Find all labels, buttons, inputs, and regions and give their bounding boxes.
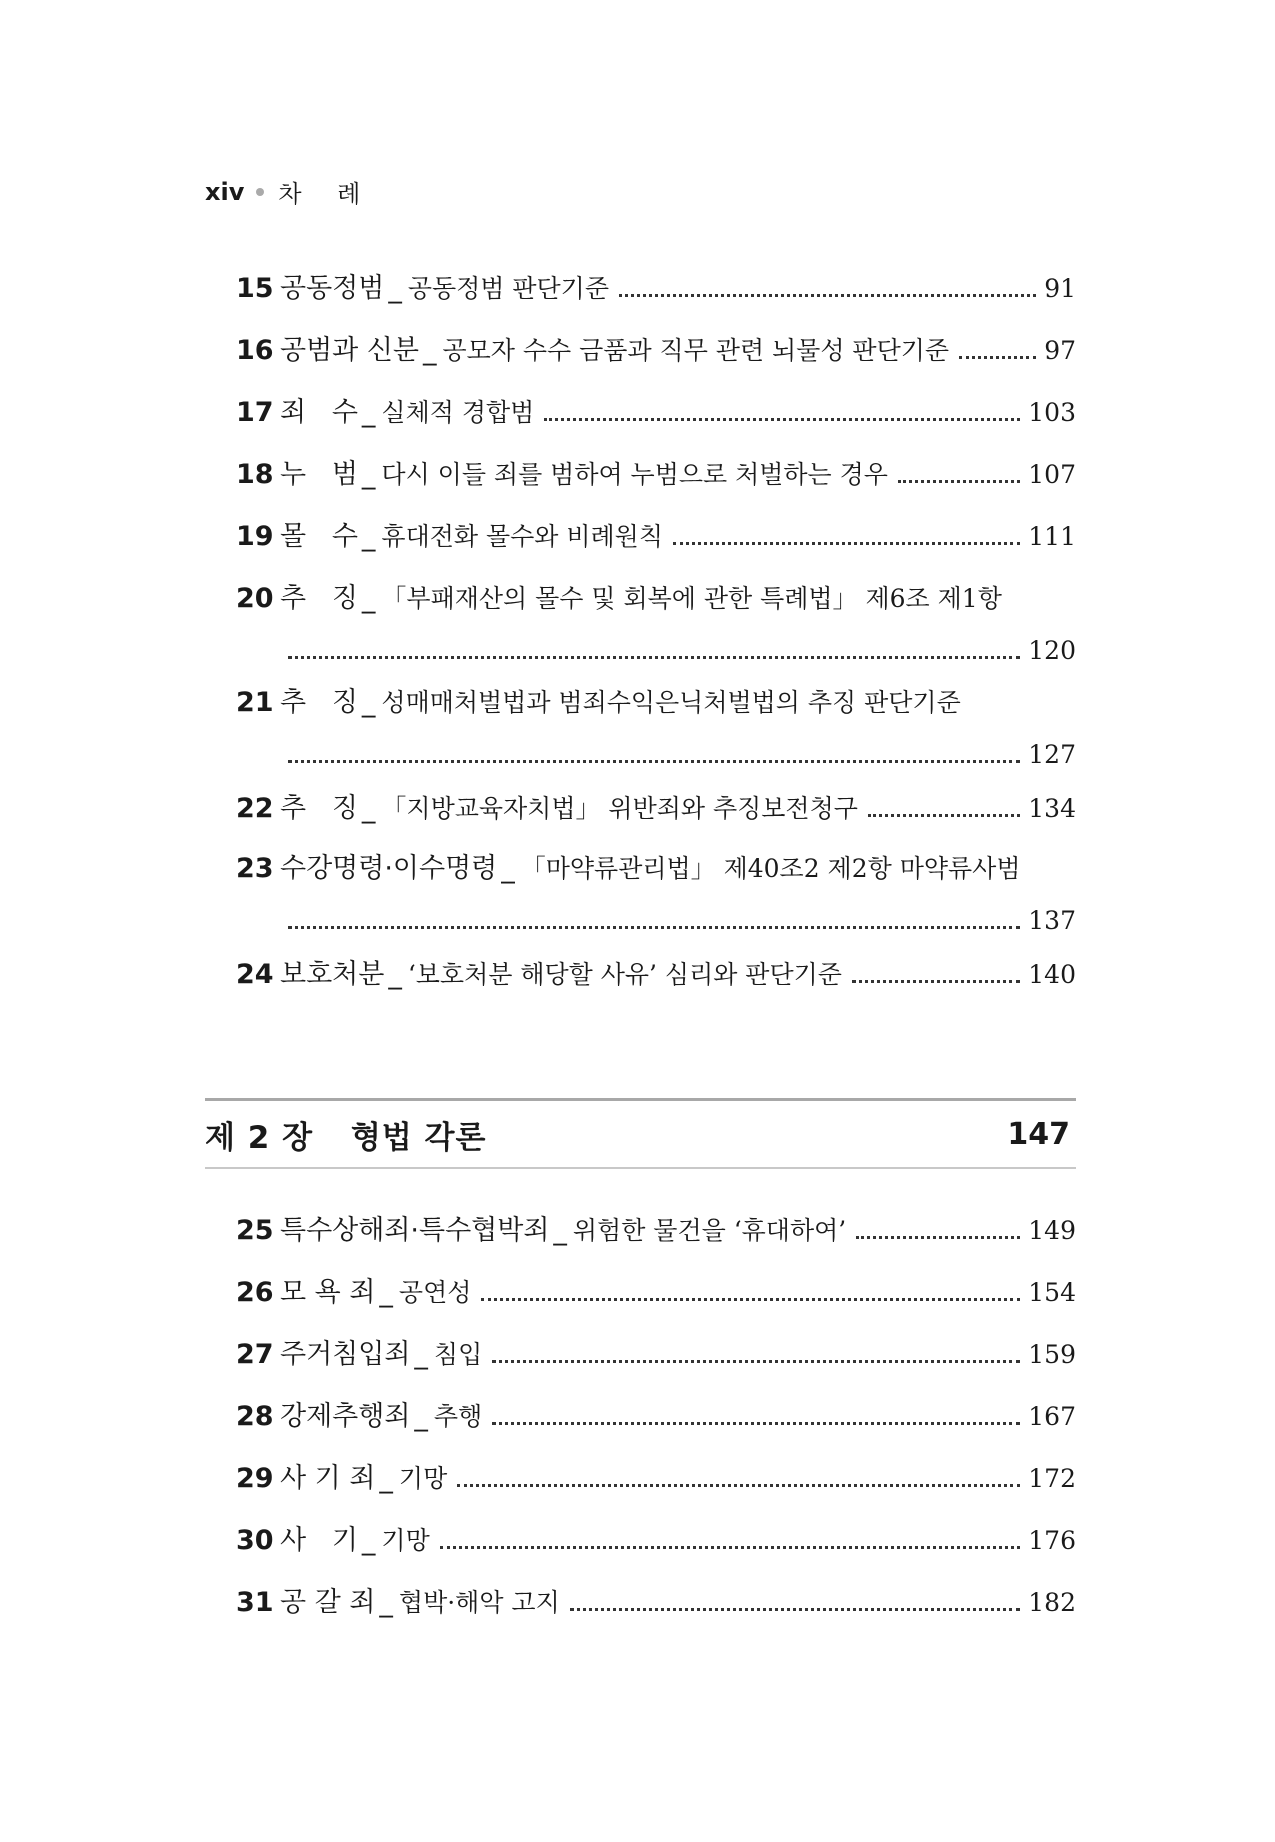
entry-title: 수강명령·이수명령 [280,853,498,884]
entry-number: 19 [236,521,274,552]
bullet-icon [256,188,264,196]
entry-separator: _ [361,793,376,824]
entry-title: 보호처분 [280,959,385,990]
entry-number: 20 [236,583,274,614]
entry-separator: _ [361,687,376,718]
entry-subtitle: 휴대전화 몰수와 비례원칙 [381,522,663,551]
chapter-title-group [205,1112,486,1157]
toc-entry[interactable] [236,576,1076,676]
entry-number: 17 [236,397,274,428]
entry-page: 154 [1028,1278,1076,1307]
page-number: xiv [205,177,245,206]
toc-entry[interactable] [236,266,1076,316]
dot-leader [288,926,1020,929]
toc-entry[interactable] [236,786,1076,836]
header-title: 차 례 [278,180,375,208]
entry-title: 특수상해죄·특수협박죄 [280,1215,550,1246]
dot-leader [868,814,1020,817]
dot-leader [457,1484,1020,1487]
entry-number: 22 [236,793,274,824]
toc-entry[interactable] [236,1456,1076,1506]
entry-number: 30 [236,1525,274,1556]
entry-separator: _ [361,521,376,552]
entry-separator: _ [414,1401,428,1432]
chapter-label: 제 2 장 [205,1119,314,1156]
entry-title: 강제추행죄 [280,1401,411,1432]
toc-entry[interactable] [236,514,1076,564]
entry-subtitle: ‘보호처분 해당할 사유’ 심리와 판단기준 [407,960,842,989]
chapter-title: 형법 각론 [350,1119,487,1156]
entry-subtitle: 실체적 경합범 [381,398,535,427]
entry-page: 176 [1028,1526,1076,1555]
dot-leader [673,542,1020,545]
entry-subtitle: 성매매처벌법과 범죄수익은닉처벌법의 추징 판단기준 [381,688,961,717]
entry-number: 26 [236,1277,274,1308]
entry-separator: _ [361,583,376,614]
entry-title: 몰 수 [280,521,358,552]
entry-number: 25 [236,1215,274,1246]
dot-leader [492,1422,1020,1425]
entry-subtitle: 「마약류관리법」 제40조2 제2항 마약류사범 [520,854,1021,883]
dot-leader [852,980,1020,983]
entry-title: 사 기 죄 [280,1463,376,1494]
entry-title: 추 징 [280,793,358,824]
chapter-page: 147 [1007,1116,1070,1152]
entry-title: 주거침입죄 [280,1339,411,1370]
entry-separator: _ [379,1587,393,1618]
entry-subtitle: 공동정범 판단기준 [407,274,609,303]
entry-separator: _ [553,1215,567,1246]
entry-number: 31 [236,1587,274,1618]
dot-leader [481,1298,1020,1301]
entry-title: 추 징 [280,687,358,718]
toc-entry[interactable] [236,1394,1076,1444]
entry-subtitle: 위험한 물건을 ‘휴대하여’ [572,1216,847,1245]
entry-page: 103 [1028,398,1076,427]
entry-number: 21 [236,687,274,718]
entry-number: 27 [236,1339,274,1370]
dot-leader [619,294,1036,297]
dot-leader [440,1546,1021,1549]
entry-separator: _ [361,1525,376,1556]
entry-separator: _ [414,1339,428,1370]
entry-number: 28 [236,1401,274,1432]
dot-leader [570,1608,1021,1611]
toc-entry[interactable] [236,1270,1076,1320]
toc-entry[interactable] [236,1518,1076,1568]
entry-subtitle: 공모자 수수 금품과 직무 관련 뇌물성 판단기준 [442,336,950,365]
entry-subtitle: 협박·해악 고지 [398,1588,560,1617]
entry-separator: _ [379,1277,393,1308]
entry-page: 97 [1044,336,1076,365]
entry-page: 134 [1028,794,1076,823]
entry-subtitle: 기망 [398,1464,448,1493]
entry-title: 사 기 [280,1525,358,1556]
entry-page: 159 [1028,1340,1076,1369]
entry-subtitle: 추행 [433,1402,483,1431]
entry-number: 18 [236,459,274,490]
toc-entry[interactable] [236,952,1076,1002]
entry-page: 91 [1044,274,1076,303]
entry-number: 23 [236,853,274,884]
entry-subtitle: 다시 이들 죄를 범하여 누범으로 처벌하는 경우 [381,460,888,489]
dot-leader [898,480,1020,483]
toc-entry[interactable] [236,846,1076,946]
dot-leader [288,760,1020,763]
entry-page: 120 [1028,635,1076,665]
entry-separator: _ [361,459,376,490]
toc-entry[interactable] [236,1580,1076,1630]
entry-title: 공범과 신분 [280,335,419,366]
entry-page: 140 [1028,960,1076,989]
entry-number: 24 [236,959,274,990]
entry-subtitle: 「부패재산의 몰수 및 회복에 관한 특례법」 제6조 제1항 [381,584,1002,613]
entry-page: 182 [1028,1588,1076,1617]
entry-page: 149 [1028,1216,1076,1245]
entry-separator: _ [388,959,402,990]
dot-leader [959,356,1036,359]
entry-subtitle: 공연성 [398,1278,472,1307]
running-header [205,174,374,209]
dot-leader [856,1236,1020,1239]
toc-entry[interactable] [236,390,1076,440]
entry-page: 167 [1028,1402,1076,1431]
entry-subtitle: 「지방교육자치법」 위반죄와 추징보전청구 [381,794,858,823]
entry-title: 추 징 [280,583,358,614]
entry-page: 107 [1028,460,1076,489]
entry-page: 137 [1028,905,1076,935]
entry-number: 16 [236,335,274,366]
dot-leader [288,656,1020,659]
toc-entry[interactable] [236,1332,1076,1382]
entry-separator: _ [361,397,376,428]
entry-page: 172 [1028,1464,1076,1493]
entry-title: 공동정범 [280,273,385,304]
toc-entry[interactable] [236,680,1076,780]
chapter-heading[interactable] [205,1098,1076,1169]
entry-page: 127 [1028,739,1076,769]
toc-entry[interactable] [236,328,1076,378]
dot-leader [492,1360,1020,1363]
entry-separator: _ [423,335,437,366]
entry-subtitle: 침입 [433,1340,483,1369]
entry-title: 모 욕 죄 [280,1277,376,1308]
toc-entry[interactable] [236,1208,1076,1258]
entry-title: 죄 수 [280,397,358,428]
entry-page: 111 [1028,522,1076,551]
toc-entry[interactable] [236,452,1076,502]
entry-number: 15 [236,273,274,304]
entry-separator: _ [501,853,515,884]
entry-title: 누 범 [280,459,358,490]
entry-number: 29 [236,1463,274,1494]
entry-title: 공 갈 죄 [280,1587,376,1618]
entry-separator: _ [379,1463,393,1494]
entry-separator: _ [388,273,402,304]
entry-subtitle: 기망 [381,1526,430,1555]
dot-leader [544,418,1020,421]
